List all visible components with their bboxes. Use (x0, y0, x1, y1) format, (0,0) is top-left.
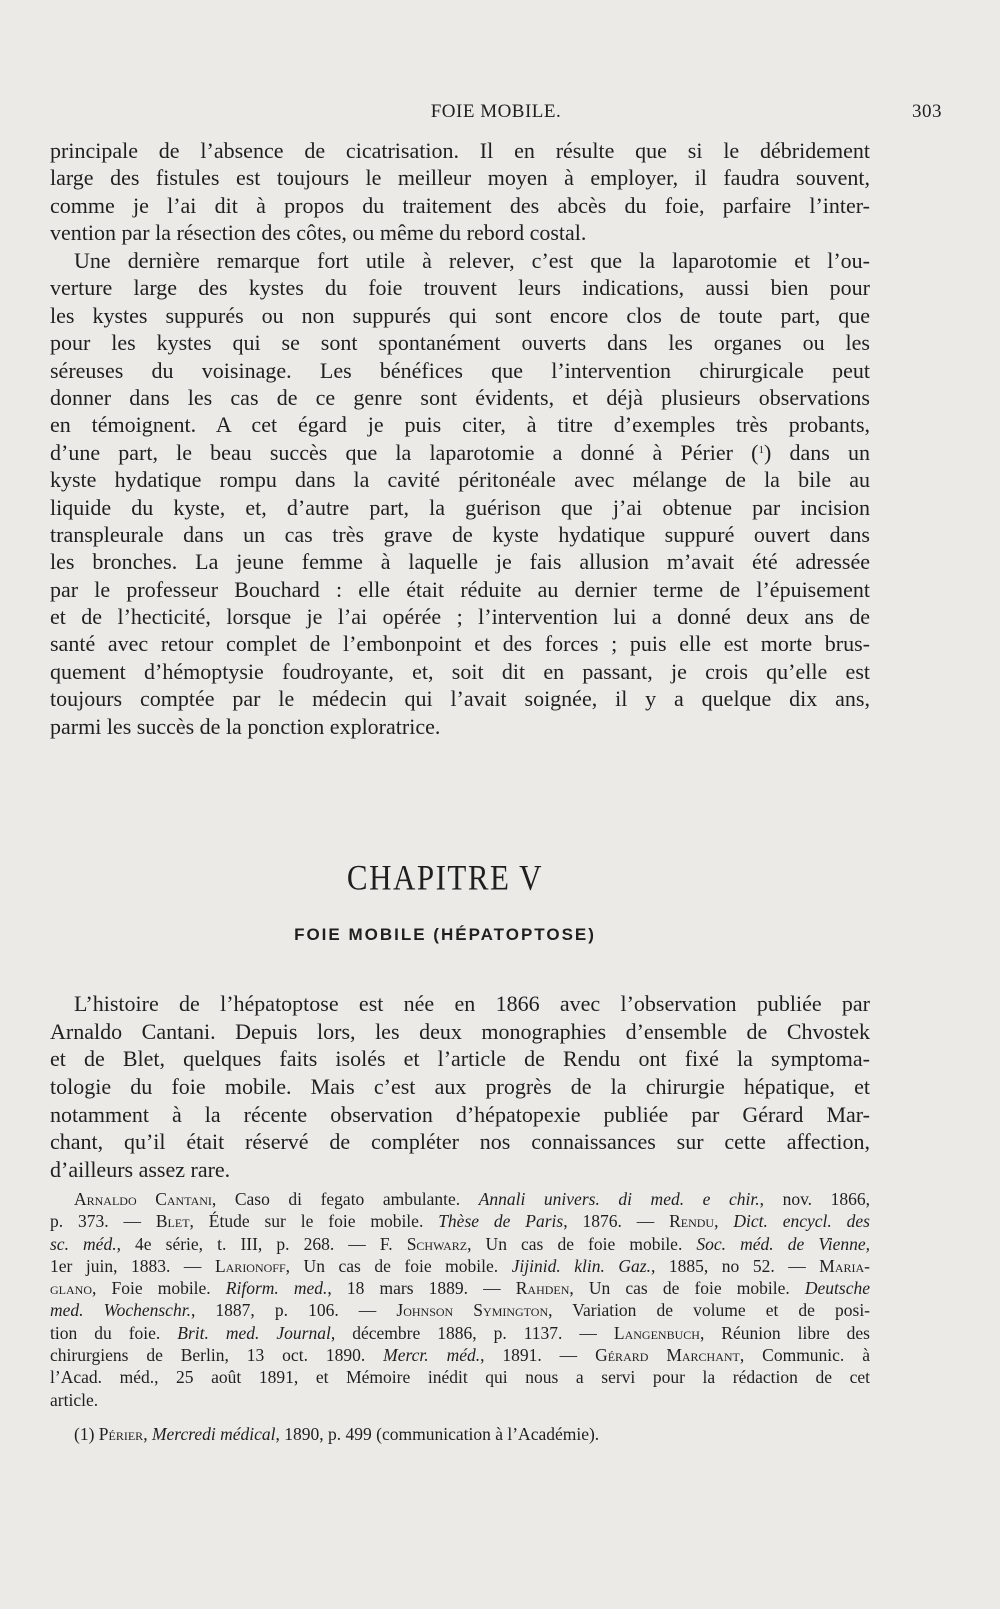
text-line: notamment à la récente observation d’hépatopexie publiée par Gérard Mar- (50, 1101, 870, 1127)
text-fragment: d’une part, le beau succès que la laparotomie a donné à Périer (50, 439, 734, 465)
text-line: séreuses du voisinage. Les bénéfices que l’intervention chirurgicale peut (50, 357, 870, 383)
footnote-line: (1) Périer, Mercredi médical, 1890, p. 499 (communication à l’Académie). (74, 1424, 600, 1444)
text-fragment: , nov. 1866, (759, 1189, 870, 1209)
footnote-reference: 1 (758, 443, 765, 456)
text-line: en témoignent. A cet égard je puis citer, à titre d’exemples très probants, (50, 412, 870, 438)
text-line: comme je l’ai dit à propos du traitement des abcès du foie, parfaire l’inter- (50, 192, 870, 218)
text-fragment: dans un (789, 439, 871, 465)
chapter-heading: CHAPITRE V (346, 857, 544, 898)
author-name: Gérard Marchant (595, 1345, 740, 1366)
reference-line (50, 1322, 870, 1344)
reference-line (50, 1233, 870, 1255)
text-line: tologie du foie mobile. Mais c’est aux progrès de la chirurgie hépatique, et (50, 1074, 870, 1100)
text-line: les bronches. La jeune femme à laquelle je fais allusion m’avait été adressée (50, 549, 870, 575)
text-line: parmi les succès de la ponction exploratrice. (50, 713, 441, 739)
author-name: Larionoff (214, 1255, 286, 1276)
author-name: Langenbuch (613, 1322, 700, 1343)
journal-name: Mercredi médical (151, 1424, 276, 1444)
text-fragment: , 1885, no 52. — (651, 1255, 820, 1276)
text-fragment: , Un cas de foie mobile. (467, 1233, 697, 1254)
text-line: Arnaldo Cantani. Depuis lors, les deux monographies d’ensemble de Chvostek (50, 1018, 870, 1044)
text-line: et de Blet, quelques faits isolés et l’article de Rendu ont fixé la symptoma- (50, 1046, 870, 1072)
text-fragment: , (714, 1211, 734, 1232)
text-line: kyste hydatique rompu dans la cavité péritonéale avec mélange de la bile au (50, 467, 870, 493)
text-line: d’ailleurs assez rare. (50, 1157, 231, 1183)
text-line: large des fistules est toujours le meilleur moyen à employer, il faudra souvent, (50, 165, 870, 191)
journal-name: Dict. encycl. des (733, 1211, 870, 1232)
paragraph-continued (50, 137, 870, 247)
author-name: glano (50, 1278, 92, 1299)
text-fragment: 1er juin, 1883. — (50, 1255, 215, 1276)
text-fragment: , 4e série, t. III, p. 268. — F. (116, 1233, 407, 1254)
text-line: transpleurale dans un cas très grave de kyste hydatique suppuré ouvert dans (50, 521, 870, 547)
footnote-marker: (1) (74, 1424, 95, 1444)
text-fragment: , Étude sur le foie mobile. (189, 1211, 439, 1232)
reference-line (50, 1210, 870, 1232)
reference-line (50, 1188, 870, 1210)
text-line: liquide du kyste, et, d’autre part, la guérison que j’ai obtenue par incision (50, 494, 870, 520)
text-line: pour les kystes qui se sont spontanément ouverts dans les organes ou les (50, 330, 870, 356)
text-line: d’une part, le beau succès que la laparotomie a donné à Périer ($^1$) dans un (50, 439, 871, 465)
author-name: Périer (98, 1424, 144, 1444)
text-fragment: , Un cas de foie mobile. (285, 1255, 512, 1276)
journal-name: Annali univers. di med. e chir. (478, 1189, 760, 1209)
text-line: Une dernière remarque fort utile à relever, c’est que la laparotomie et l’ou- (74, 248, 870, 273)
text-fragment: , 1887, p. 106. — (190, 1300, 397, 1321)
reference-line (50, 1344, 870, 1366)
text-line: chant, qu’il était réservé de compléter nos connaissances sur cette affection, (50, 1129, 870, 1155)
text-fragment: , 1890, p. 499 (communication à l’Académie). (275, 1424, 600, 1444)
text-line: les kystes suppurés ou non suppurés qui sont encore clos de toute part, que (50, 302, 870, 328)
chapter-subtitle: FOIE MOBILE (HÉPATOPTOSE) (294, 925, 596, 944)
reference-line (50, 1277, 870, 1299)
text-fragment: , Caso di fegato ambulante. (211, 1189, 479, 1209)
bibliography (50, 1188, 870, 1411)
text-fragment: , Variation de volume et de posi- (548, 1300, 871, 1321)
reference-line: l’Acad. méd., 25 août 1891, et Mémoire inédit qui nous a servi pour la rédaction de cet (50, 1367, 870, 1388)
author-name: Blet (155, 1211, 190, 1232)
journal-name: Soc. méd. de Vienne, (696, 1233, 871, 1254)
reference-line: article. (50, 1389, 99, 1410)
reference-line (50, 1299, 870, 1321)
reference-line (50, 1255, 870, 1277)
text-line: verture large des kystes du foie trouvent leurs indications, aussi bien pour (50, 275, 870, 301)
journal-name: Jijinid. klin. Gaz. (511, 1255, 651, 1276)
journal-name: Brit. med. Journal (177, 1322, 331, 1343)
text-line: quement d’hémoptysie foudroyante, et, soit dit en passant, je crois qu’elle est (50, 658, 870, 684)
journal-name: Mercr. méd. (383, 1345, 481, 1366)
text-fragment: , 18 mars 1889. — (327, 1278, 516, 1299)
text-line: toujours comptée par le médecin qui l’avait soignée, il y a quelque dix ans, (50, 686, 870, 712)
page-number: 303 (912, 101, 942, 122)
text-line: santé avec retour complet de l’embonpoint et des forces ; puis elle est morte brus- (50, 631, 870, 657)
text-line: vention par la résection des côtes, ou même du rebord costal. (50, 220, 587, 246)
text-line: principale de l’absence de cicatrisation. Il en résulte que si le débridement (50, 138, 870, 163)
author-name: Rendu (669, 1211, 715, 1232)
footnote (50, 1422, 870, 1446)
text-line: par le professeur Bouchard : elle était réduite au dernier terme de l’épuisement (50, 576, 870, 602)
text-fragment: , Un cas de foie mobile. (569, 1278, 805, 1299)
text-line: L’histoire de l’hépatoptose est née en 1866 avec l’observation publiée par (74, 991, 870, 1016)
author-name: Johnson Symington (396, 1300, 549, 1321)
paragraph-laparotomie (50, 247, 870, 740)
text-fragment: , 1891. — (480, 1345, 596, 1366)
text-fragment: , Foie mobile. (92, 1278, 226, 1299)
journal-name: Thèse de Paris (438, 1211, 564, 1232)
journal-name: sc. méd. (50, 1233, 117, 1254)
author-name: Schwarz (406, 1233, 468, 1254)
text-fragment: chirurgiens de Berlin, 13 oct. 1890. (50, 1345, 384, 1366)
text-fragment: tion du foie. (50, 1322, 178, 1343)
journal-name: Riform. med. (225, 1278, 328, 1299)
text-fragment: p. 373. — (50, 1211, 156, 1232)
running-head (50, 101, 942, 131)
running-title: FOIE MOBILE. (430, 101, 562, 122)
author-name: Maria- (819, 1255, 871, 1276)
text-line: et de l’hecticité, lorsque je l’ai opérée ; l’intervention lui a donné deux ans de (50, 604, 870, 630)
text-fragment: , Réunion libre des (699, 1322, 870, 1343)
journal-name: Deutsche (804, 1278, 870, 1299)
journal-name: med. Wochenschr. (50, 1300, 191, 1321)
text-fragment: , 1876. — (563, 1211, 670, 1232)
text-fragment: , Communic. à (739, 1345, 870, 1366)
text-fragment: , décembre 1886, p. 1137. — (330, 1322, 614, 1343)
text-line: donner dans les cas de ce genre sont évidents, et déjà plusieurs observations (50, 384, 870, 410)
author-name: Rahden (515, 1278, 570, 1299)
paragraph-hepatoptose (50, 990, 870, 1184)
author-name: Arnaldo Cantani (74, 1189, 212, 1209)
